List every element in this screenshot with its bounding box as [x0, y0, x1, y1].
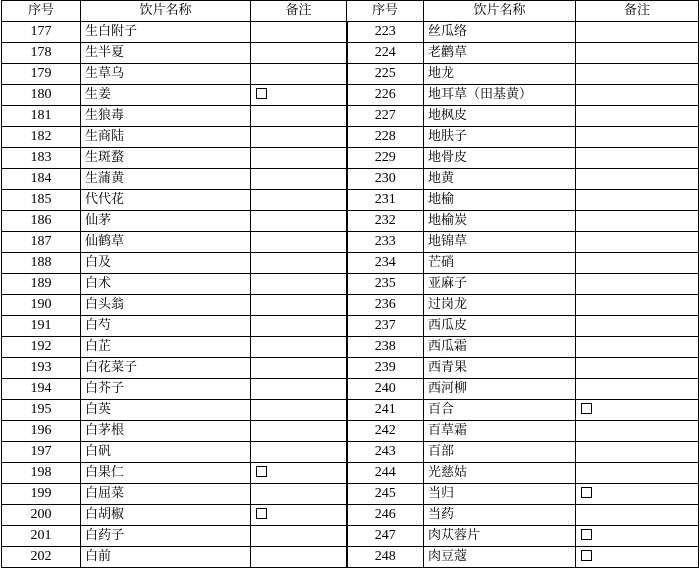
table-row [2, 295, 699, 316]
name-cell: 生蒲黄 [81, 169, 251, 190]
seq-cell: 228 [347, 127, 424, 148]
note-cell [576, 85, 699, 106]
table-row [2, 85, 699, 106]
seq-cell: 183 [2, 148, 81, 169]
name-cell: 当药 [424, 505, 576, 526]
seq-cell: 187 [2, 232, 81, 253]
name-cell: 白胡椒 [81, 505, 251, 526]
seq-cell: 246 [347, 505, 424, 526]
note-cell [251, 484, 347, 505]
name-cell: 生商陆 [81, 127, 251, 148]
header-row [2, 1, 699, 22]
seq-cell: 238 [347, 337, 424, 358]
note-cell [251, 358, 347, 379]
name-cell: 代代花 [81, 190, 251, 211]
seq-cell: 192 [2, 337, 81, 358]
seq-cell: 181 [2, 106, 81, 127]
note-cell [251, 43, 347, 64]
table-row [2, 148, 699, 169]
seq-cell: 179 [2, 64, 81, 85]
name-cell: 芒硝 [424, 253, 576, 274]
note-cell [251, 190, 347, 211]
name-cell: 白芥子 [81, 379, 251, 400]
seq-cell: 231 [347, 190, 424, 211]
note-cell [576, 421, 699, 442]
name-cell: 仙鹤草 [81, 232, 251, 253]
checkbox-icon [256, 466, 267, 477]
name-cell: 白芍 [81, 316, 251, 337]
seq-cell: 198 [2, 463, 81, 484]
note-cell [251, 379, 347, 400]
seq-cell: 196 [2, 421, 81, 442]
seq-cell: 244 [347, 463, 424, 484]
note-cell [251, 400, 347, 421]
name-cell: 地骨皮 [424, 148, 576, 169]
note-cell [251, 169, 347, 190]
note-cell [251, 316, 347, 337]
note-cell [576, 316, 699, 337]
table-row [2, 211, 699, 232]
seq-cell: 245 [347, 484, 424, 505]
checkbox-icon [581, 550, 592, 561]
name-cell: 百草霜 [424, 421, 576, 442]
seq-cell: 232 [347, 211, 424, 232]
name-cell: 百部 [424, 442, 576, 463]
seq-cell: 223 [347, 22, 424, 43]
table-row [2, 127, 699, 148]
seq-cell: 247 [347, 526, 424, 547]
name-cell: 生姜 [81, 85, 251, 106]
name-cell: 西瓜皮 [424, 316, 576, 337]
table-row [2, 463, 699, 484]
note-cell [251, 64, 347, 85]
name-cell: 白花菜子 [81, 358, 251, 379]
note-cell [576, 253, 699, 274]
note-cell [576, 148, 699, 169]
table-row [2, 169, 699, 190]
name-cell: 百合 [424, 400, 576, 421]
seq-cell: 197 [2, 442, 81, 463]
table-row [2, 232, 699, 253]
note-cell [576, 484, 699, 505]
note-cell [576, 190, 699, 211]
seq-cell: 224 [347, 43, 424, 64]
seq-cell: 194 [2, 379, 81, 400]
name-cell: 西河柳 [424, 379, 576, 400]
name-cell: 白英 [81, 400, 251, 421]
note-cell [251, 127, 347, 148]
table-row [2, 526, 699, 547]
table-row [2, 421, 699, 442]
name-cell: 光慈姑 [424, 463, 576, 484]
seq-cell: 188 [2, 253, 81, 274]
herbal-pieces-table [1, 0, 699, 568]
seq-cell: 240 [347, 379, 424, 400]
name-cell: 生半夏 [81, 43, 251, 64]
note-cell [251, 442, 347, 463]
name-cell: 过岗龙 [424, 295, 576, 316]
checkbox-icon [256, 88, 267, 99]
seq-cell: 185 [2, 190, 81, 211]
name-cell: 地榆 [424, 190, 576, 211]
note-cell [251, 85, 347, 106]
header-note-right: 备注 [576, 1, 699, 22]
table-row [2, 547, 699, 568]
name-cell: 白果仁 [81, 463, 251, 484]
note-cell [251, 106, 347, 127]
seq-cell: 191 [2, 316, 81, 337]
table-body [2, 22, 699, 568]
note-cell [576, 526, 699, 547]
table-row [2, 505, 699, 526]
table-row [2, 190, 699, 211]
note-cell [251, 148, 347, 169]
note-cell [251, 22, 347, 43]
header-name-right: 饮片名称 [424, 1, 576, 22]
name-cell: 白屈菜 [81, 484, 251, 505]
note-cell [251, 463, 347, 484]
note-cell [251, 211, 347, 232]
name-cell: 地耳草（田基黄） [424, 85, 576, 106]
note-cell [576, 211, 699, 232]
name-cell: 生狼毒 [81, 106, 251, 127]
checkbox-icon [256, 508, 267, 519]
name-cell: 肉豆蔻 [424, 547, 576, 568]
header-seq-right: 序号 [347, 1, 424, 22]
seq-cell: 227 [347, 106, 424, 127]
note-cell [251, 295, 347, 316]
seq-cell: 239 [347, 358, 424, 379]
header-name-left: 饮片名称 [81, 1, 251, 22]
name-cell: 生斑蝥 [81, 148, 251, 169]
seq-cell: 237 [347, 316, 424, 337]
seq-cell: 243 [347, 442, 424, 463]
name-cell: 西青果 [424, 358, 576, 379]
name-cell: 地肤子 [424, 127, 576, 148]
note-cell [251, 547, 347, 568]
note-cell [251, 421, 347, 442]
header-seq-left: 序号 [2, 1, 81, 22]
name-cell: 地锦草 [424, 232, 576, 253]
name-cell: 白头翁 [81, 295, 251, 316]
name-cell: 白及 [81, 253, 251, 274]
name-cell: 白术 [81, 274, 251, 295]
note-cell [251, 505, 347, 526]
note-cell [576, 463, 699, 484]
note-cell [576, 22, 699, 43]
table-row [2, 337, 699, 358]
note-cell [576, 106, 699, 127]
table-row [2, 274, 699, 295]
name-cell: 当归 [424, 484, 576, 505]
note-cell [576, 400, 699, 421]
seq-cell: 186 [2, 211, 81, 232]
note-cell [576, 127, 699, 148]
note-cell [576, 442, 699, 463]
seq-cell: 233 [347, 232, 424, 253]
seq-cell: 226 [347, 85, 424, 106]
table-row [2, 43, 699, 64]
table-row [2, 484, 699, 505]
note-cell [576, 43, 699, 64]
name-cell: 地榆炭 [424, 211, 576, 232]
checkbox-icon [581, 487, 592, 498]
note-cell [251, 526, 347, 547]
seq-cell: 230 [347, 169, 424, 190]
seq-cell: 235 [347, 274, 424, 295]
seq-cell: 200 [2, 505, 81, 526]
name-cell: 白矾 [81, 442, 251, 463]
note-cell [576, 295, 699, 316]
note-cell [576, 232, 699, 253]
seq-cell: 182 [2, 127, 81, 148]
seq-cell: 202 [2, 547, 81, 568]
name-cell: 白茅根 [81, 421, 251, 442]
note-cell [576, 379, 699, 400]
name-cell: 老鹳草 [424, 43, 576, 64]
seq-cell: 236 [347, 295, 424, 316]
table-row [2, 106, 699, 127]
seq-cell: 195 [2, 400, 81, 421]
name-cell: 地枫皮 [424, 106, 576, 127]
seq-cell: 184 [2, 169, 81, 190]
header-note-left: 备注 [251, 1, 347, 22]
table-row [2, 253, 699, 274]
note-cell [576, 505, 699, 526]
name-cell: 生白附子 [81, 22, 251, 43]
note-cell [251, 337, 347, 358]
seq-cell: 248 [347, 547, 424, 568]
note-cell [576, 337, 699, 358]
seq-cell: 199 [2, 484, 81, 505]
note-cell [576, 169, 699, 190]
seq-cell: 180 [2, 85, 81, 106]
table-row [2, 442, 699, 463]
name-cell: 肉苁蓉片 [424, 526, 576, 547]
name-cell: 仙茅 [81, 211, 251, 232]
checkbox-icon [581, 529, 592, 540]
name-cell: 白药子 [81, 526, 251, 547]
name-cell: 生草乌 [81, 64, 251, 85]
checkbox-icon [581, 403, 592, 414]
name-cell: 地龙 [424, 64, 576, 85]
seq-cell: 241 [347, 400, 424, 421]
name-cell: 地黄 [424, 169, 576, 190]
table-row [2, 379, 699, 400]
note-cell [576, 358, 699, 379]
seq-cell: 190 [2, 295, 81, 316]
name-cell: 白前 [81, 547, 251, 568]
note-cell [576, 547, 699, 568]
note-cell [576, 274, 699, 295]
seq-cell: 234 [347, 253, 424, 274]
seq-cell: 229 [347, 148, 424, 169]
name-cell: 亚麻子 [424, 274, 576, 295]
note-cell [251, 253, 347, 274]
note-cell [251, 232, 347, 253]
seq-cell: 177 [2, 22, 81, 43]
table-row [2, 64, 699, 85]
seq-cell: 193 [2, 358, 81, 379]
name-cell: 白芷 [81, 337, 251, 358]
table-row [2, 358, 699, 379]
seq-cell: 189 [2, 274, 81, 295]
table-row [2, 316, 699, 337]
table-row [2, 400, 699, 421]
seq-cell: 242 [347, 421, 424, 442]
note-cell [251, 274, 347, 295]
seq-cell: 178 [2, 43, 81, 64]
name-cell: 西瓜霜 [424, 337, 576, 358]
seq-cell: 201 [2, 526, 81, 547]
seq-cell: 225 [347, 64, 424, 85]
note-cell [576, 64, 699, 85]
table-row [2, 22, 699, 43]
name-cell: 丝瓜络 [424, 22, 576, 43]
